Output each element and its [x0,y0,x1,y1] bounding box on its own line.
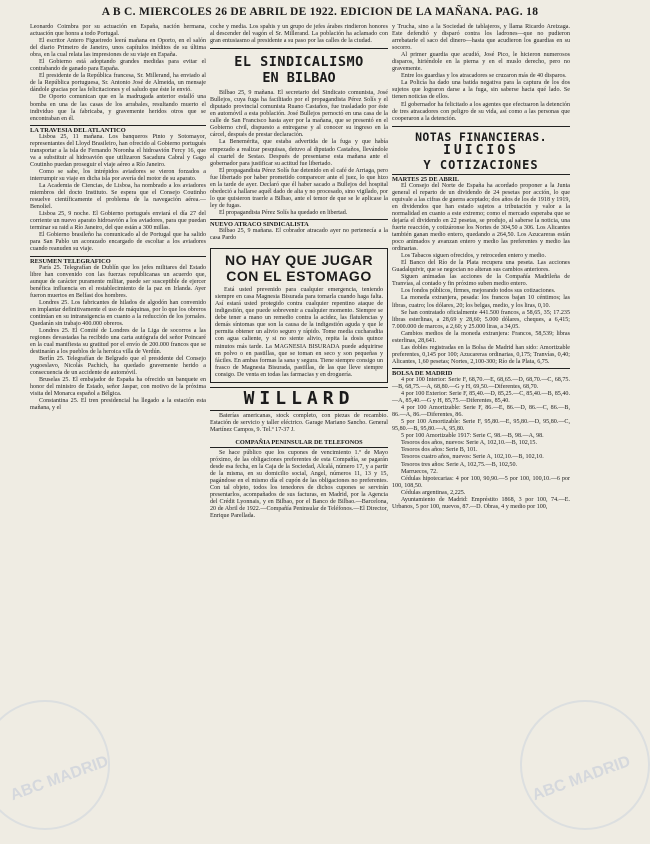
quote-line: 5 por 100 Amortizable: Serie F, 95,80.—E, 95,80.—D, 95,80.—C, 95,80.—B, 95,80.—A, 95,80. [392,419,570,433]
ad-telefonos-title: COMPAÑIA PENINSULAR DE TELEFONOS [210,439,388,448]
paragraph: El Gobierno está adoptando grandes medidas para evitar el contrabando de ganado para España. [30,59,206,73]
quote-line: 4 por 100 Interior: Serie F, 68,70.—E, 68,65.—D, 68,70.—C, 68,75.—B, 68,75.—A, 68,80.—G y H, 69,50.—Diferentes, 68,70. [392,376,570,391]
paragraph: Las dobles registradas en la Bolsa de Madrid han sido: Amortizable preferentes, 0,145 por 100; Azucareras ordinarias, 0,175; Tranvías, 0,40; Alicantes, 1,60 pesetas; Nortes, 2,100-300; Río de la Plata, 6,75. [392,344,570,365]
paragraph: y Trucha, sino a la Sociedad de tablajeros, y llama Ricardo Areizaga. Este defendió y disparó contra los ladrones—que no pudieron arrebatarle el saco del dinero—hasta que acudieron los guardias en su socorro. [392,24,570,52]
paragraph: El gobernador ha felicitado a los agentes que efectuaron la detención de tres atracadores con peligro de su vida, así como a las personas que cooperaron a la detención. [392,101,570,122]
quote-line: Cédulas argentinas, 2,225. [401,489,466,496]
page-header: A B C. MIERCOLES 26 DE ABRIL DE 1922. EDICION DE LA MAÑANA. PAG. 18 [101,6,539,18]
paragraph: coche y media. Los spahis y un grupo de jefes árabes rindieron honores al descender del vagón el Sr. Millerand. La población ha aclamado con gran entusiasmo al presidente a su paso por las calles de la ciudad. [210,24,388,45]
divider [392,126,570,127]
ad-magnesia [210,248,388,383]
paragraph: El Gobierno brasileño ha comunicado al de Portugal que ha salido para San Pablo un acorazado encargado de escoltar a los aviadores cuando reanuden su viaje. [30,232,206,253]
quote-line: 4 por 100 Exterior: Serie F, 85,40.—D, 85,25.—C, 85,40.—B, 85,40.—A, 85,40.—G y H, 85,75.—Diferentes, 85,40. [392,391,570,405]
paragraph: Lisboa 25, 9 noche. El Gobierno portugués enviará el día 27 del corriente un nuevo aparato hidroavión a los aviadores, para que puedan terminar su raid a Río Janeiro, del que están a 300 millas. [30,211,206,232]
ad-title-sub: CON EL ESTOMAGO [226,268,372,285]
column-1 [30,24,206,838]
quote-line: Tesoros cuatro años, nuevos: Serie A, 102,10.—B, 102,10. [401,454,544,461]
ad-telefonos-body: Se hace público que los cupones de vencimiento 1.º de Mayo próximo, de las obligaciones preferentes de esta Compañía, se pagarán desde esa fecha, en la Caja de la Sociedad, Alcalá, número 17, y a partir de la misma, en su domicilio social, Angel, números 11, 13 y 15, pagándose en el mismo día el cupón de las obligaciones no preferentes. Con tal objeto, todos los tenedores de dichos cupones se servirán presentarlos, acompañados de sus facturas, en Madrid, por la Agencia del Crédit Lyonnais, y en Bilbao, por el Banco de Bilbao.—Barcelona, 20 de Abril de 1922.—Compañía Peninsular de Teléfonos.—El Director, Enrique Parellada. [210,449,388,520]
quote-line: Ayuntamiento de Madrid: Empréstito 1868, 3 por 100, 74.—E. Urbanos, 5 por 100, nuevos, 87.—D. Obras, 4 y medio por 100, [392,496,570,510]
paragraph: Leonardo Coimbra por su actuación en España, nación hermana, actuación que honra a todo Portugal. [30,24,206,38]
quote-line: 5 por 100 Amortizable 1917: Serie C, 98.—B, 98.—A, 98. [401,433,544,440]
paragraph: El propagandista Pérez Solís fue detenido en el café de Arriaga, pero fue libertado por haber prometido comparecer ante el juez, lo que hizo en la tarde de ayer. Declaró que él haber sacado a Bullejos del hospital obedeció a hallarse aquél dado de alta y no procesado, sino vigilado, por lo que quisieron traerle a Bilbao, ante el temor de que se le aplicase la ley de fugas. [210,167,388,209]
paragraph: Los fondos públicos, firmes, mejorando todos sus cotizaciones. [401,288,556,295]
quote-line: Tesoros tres años: Serie A, 102,75.—B, 102,50. [401,461,518,468]
column-3 [392,24,570,838]
quote-line: Tesoros dos años: Serie B, 101. [401,447,478,454]
paragraph: La Academia de Ciencias, de Lisboa, ha nombrado a los aviadores miembros del docto Instituto. Se espera que el Consejo Coutinho resuelve científicamente el problema de la navegación aérea.—Benoliel. [30,183,206,211]
section-headline-sub: EN BILBAO [262,70,336,87]
watermark-text-right: ABC MADRID [530,752,633,805]
paragraph: París 25. Telegrafían de Dublín que los jefes militares del Estado libre han convenido con las fuerzas republicanas un acuerdo que, aunque de carácter puramente militar, puede ser susceptible de ejercer benéfica influencia en el restablecimiento de la paz en Irlanda. Ayer fueron muertos en Belfast dos hombres. [30,264,206,299]
ad-title: NO HAY QUE JUGAR [224,252,374,269]
divider [210,48,388,49]
watermark-text-left: ABC MADRID [8,752,111,805]
section-heading: BOLSA DE MADRID [392,368,570,377]
section-heading: MARTES 25 DE ABRIL [392,174,570,183]
finance-headline: NOTAS FINANCIERAS. [415,129,547,144]
paragraph: Siguen animadas las acciones de la Compañía Madrileña de Tranvías, al contado y fin próximo suben medio entero. [392,274,570,288]
paragraph: Como se sabe, los intrépidos aviadores se vieron forzados a interrumpir su viaje en dicha isla por avería del motor de su aparato. [30,168,206,182]
ad-body: Está usted prevenido para cualquier emergencia, teniendo siempre en casa Magnesia Bisurada para tomarla cuando haga falta. Así estará usted protegido contra cualquier repentino ataque de indigestión, que puede sobrevenir a cualquier momento. Siempre se debe tener a mano un remedio contra la acidez, las flatulencias y demás síntomas que son la causa de la indigestión aguda y que le permita obtener un alivio seguro y rápido. Tome media cucharadita con agua caliente, y si no siente alivio, repita la dosis quince minutos más tarde. La MAGNESIA BISURADA puede adquirirse en polvo o en pastillas, que se toman en seco y son pequeñas y fáciles. En ambas formas la sana y segura. Tiene siempre consigo un frasco de Magnesia Bisurada, pastillas, de las que lleve siempre consigo. De venta en todas las farmacias y en droguería. [215,287,383,378]
paragraph: Londres 25. Los fabricantes de hilados de algodón han convenido en implantar definitivamente el uso de máquinas, por lo que los obreros continúan en su intransigencia en cuanto a la reducción de los jornales. Quedarán sin trabajo 400.000 obreros. [30,299,206,327]
paragraph: El Consejo del Norte de España ha acordado proponer a la Junta general el reparto de un dividendo de 24 pesetas por acción, lo que equivale a las cifras de guerra aceptado; dos años de los de 1918 y 1919, en dividendos que han estado sujetos a tributación y valor a la normalidad en cuanto a este extremo; como el mercado esperaba que se dejaría el dividendo en 22 pesetas, se produjo, al saberse la noticia, una fuerte reacción, y cotizáronse los Nortes de 304,50 a 306. Los Alicantes también ganan medio entero, quedando a 264,50. Los Azucareras están poco animados y avanzan entero y medio las preferentes y medio las ordinarias. [392,182,570,253]
finance-headline-sub2: Y COTIZACIONES [423,157,539,172]
paragraph: La Benemérita, que estaba advertida de la fuga y que había empezado a realizar pesquisas, detuvo al diputado Castaños, llevándole al cuartel de Sestao. Después de presentarse esta mañana ante el gobernador para justificar su actitud fue libertado. [210,139,388,167]
ad-willard-body: Baterías americanas, stock completo, con piezas de recambio. Estación de servicio y taller eléctrico. Garage Mariano Sancho. General Martínez Campos, 9. Tel.º 17-37 J. [210,412,388,433]
quote-line: Marruecos, 72. [401,468,438,475]
finance-headline-sub: IUICIOS [443,142,519,158]
paragraph: Al primer guardia que acudió, José Pico, le hicieron numerosos disparos, hiriéndole en la pierna y en el muslo derecho, pero no gravemente. [392,52,570,73]
paragraph: Berlín 25. Telegrafían de Belgrado que el presidente del Consejo yugoeslavo, Nicolás Pachich, ha quedado gravemente herido a consecuencia de un accidente de automóvil. [30,356,206,377]
section-headline: EL SINDICALISMO [234,54,364,71]
paragraph: Bilbao 25, 9 mañana. El cobrador atracado ayer no pertenecía a la casa Pardo [210,228,388,242]
paragraph: La moneda extranjera, pesada: los francos bajan 10 céntimos; las libras, cuatro; los dólares, 20; los belgas, medio, y los liras, 0,10. [392,295,570,309]
paragraph: El escritor Antero Figueiredo leerá mañana en Oporto, en el salón del diario Primeiro de Janeiro, unos capítulos inéditos de su última obra, en la cual relata las impresiones de su viaje en España. [30,38,206,59]
paragraph: El propagandista Pérez Solís ha quedado en libertad. [219,209,348,216]
section-heading: LA TRAVESIA DEL ATLANTICO [30,125,206,134]
paragraph: Se han contratado oficialmente 441.500 francos, a 58,65, 35; 17.235 libras esterlinas, a 28,69 y 28,60; 5.000 dólares, cheques, a 6,415; 7.000.000 de marcos, a 2,60; y 25.000 liras, a 34,05. [392,309,570,330]
paragraph: Lisboa 25, 11 mañana. Los banqueros Pinto y Sotomayor, representantes del Lloyd Brasileiro, han ofrecido al Gobierno portugués transportar a la isla de Fernando Noronha el hidroavión Fercy 16, que va a substituir al hidroavión que utilizaron Sacadura Cabral y Gago Coutinho puedan proseguir el viaje aéreo a Río Janeiro. [30,133,206,168]
paragraph: Londres 25. El Comité de Londres de la Liga de socorros a las regiones devastadas ha recibido una carta autógrafa del señor Poincaré en la cual manifiesta su gratitud por el envío de 200.000 francos que se destinarán a los pueblos de la heroica villa de Verdún. [30,327,206,356]
section-heading: RESUMEN TELEGRAFICO [30,256,206,265]
paragraph: De Oporto comunican que en la madrugada anterior estalló una bomba en una de las casas de los arrabales, resultando muerto el individuo que la fabricaba, y gravemente heridos otros que se encontraban en él. [30,94,206,122]
section-heading: NUEVO ATRACO SINDICALISTA [210,219,388,228]
paragraph: Entre los guardias y los atracadores se cruzaron más de 40 disparos. [401,73,567,80]
paragraph: Constantina 25. El tren presidencial ha llegado a la estación esta mañana, y el [30,398,206,412]
paragraph: Bruselas 25. El embajador de España ha ofrecido un banquete en honor del ministro de Estado, señor Jaspar, con motivo de la próxima visita del Monarca español a Bélgica. [30,377,206,398]
column-2 [210,24,388,838]
paragraph: El Banco del Río de la Plata recupera una peseta. Las acciones Guadalquivir, que se negocian no alteran sus cambios anteriores. [392,260,570,274]
quote-line: 4 por 100 Amortizable: Serie F, 86.—E, 86.—D, 86.—C, 86.—B, 86.—A, 86.—Diferentes, 86. [392,405,570,419]
quote-line: Tesoros dos años, nuevos: Serie A, 102,10.—B, 102,15. [401,440,537,447]
quote-line: Cédulas hipotecarias: 4 por 100, 90,90.—5 por 100, 100,10.—6 por 100, 108,50. [392,475,570,489]
paragraph: Bilbao 25, 9 mañana. El secretario del Sindicato comunista, José Bullejos, cuya fuga ha facilitado por el propagandista Pérez Solís y el diputado provincial comunista Ruano Castaños, fue trasladado por éste en automóvil a esta población. José Bullejos pernoctó en una casa de la calle de San Francisco hasta ayer por la mañana, que se presentó en el Gobierno civil, dispuesto a entregarse y al conocer su ingreso en la cárcel, después de prestar declaración. [210,90,388,139]
paragraph: Cambios medios de la moneda extranjera: Francos, 58,539; libras esterlinas, 28,641. [392,330,570,344]
paragraph: El presidente de la República francesa, Sr. Millerand, ha enviado al de la República portuguesa, Sr. Antonio José de Almeida, un mensaje dándole gracias por las felicitaciones y el saludo que éste le envió. [30,73,206,94]
ad-willard-title: WILLARD [210,387,388,411]
paragraph: Los Tabacos siguen ofrecidos, y retroceden entero y medio. [401,253,546,260]
paragraph: La Policía ha dado una batida negativa para la captura de los dos sujetos que lograron darse a la fuga, sin saberse hacia qué lado. Se tienen noticias de ellos. [392,80,570,101]
